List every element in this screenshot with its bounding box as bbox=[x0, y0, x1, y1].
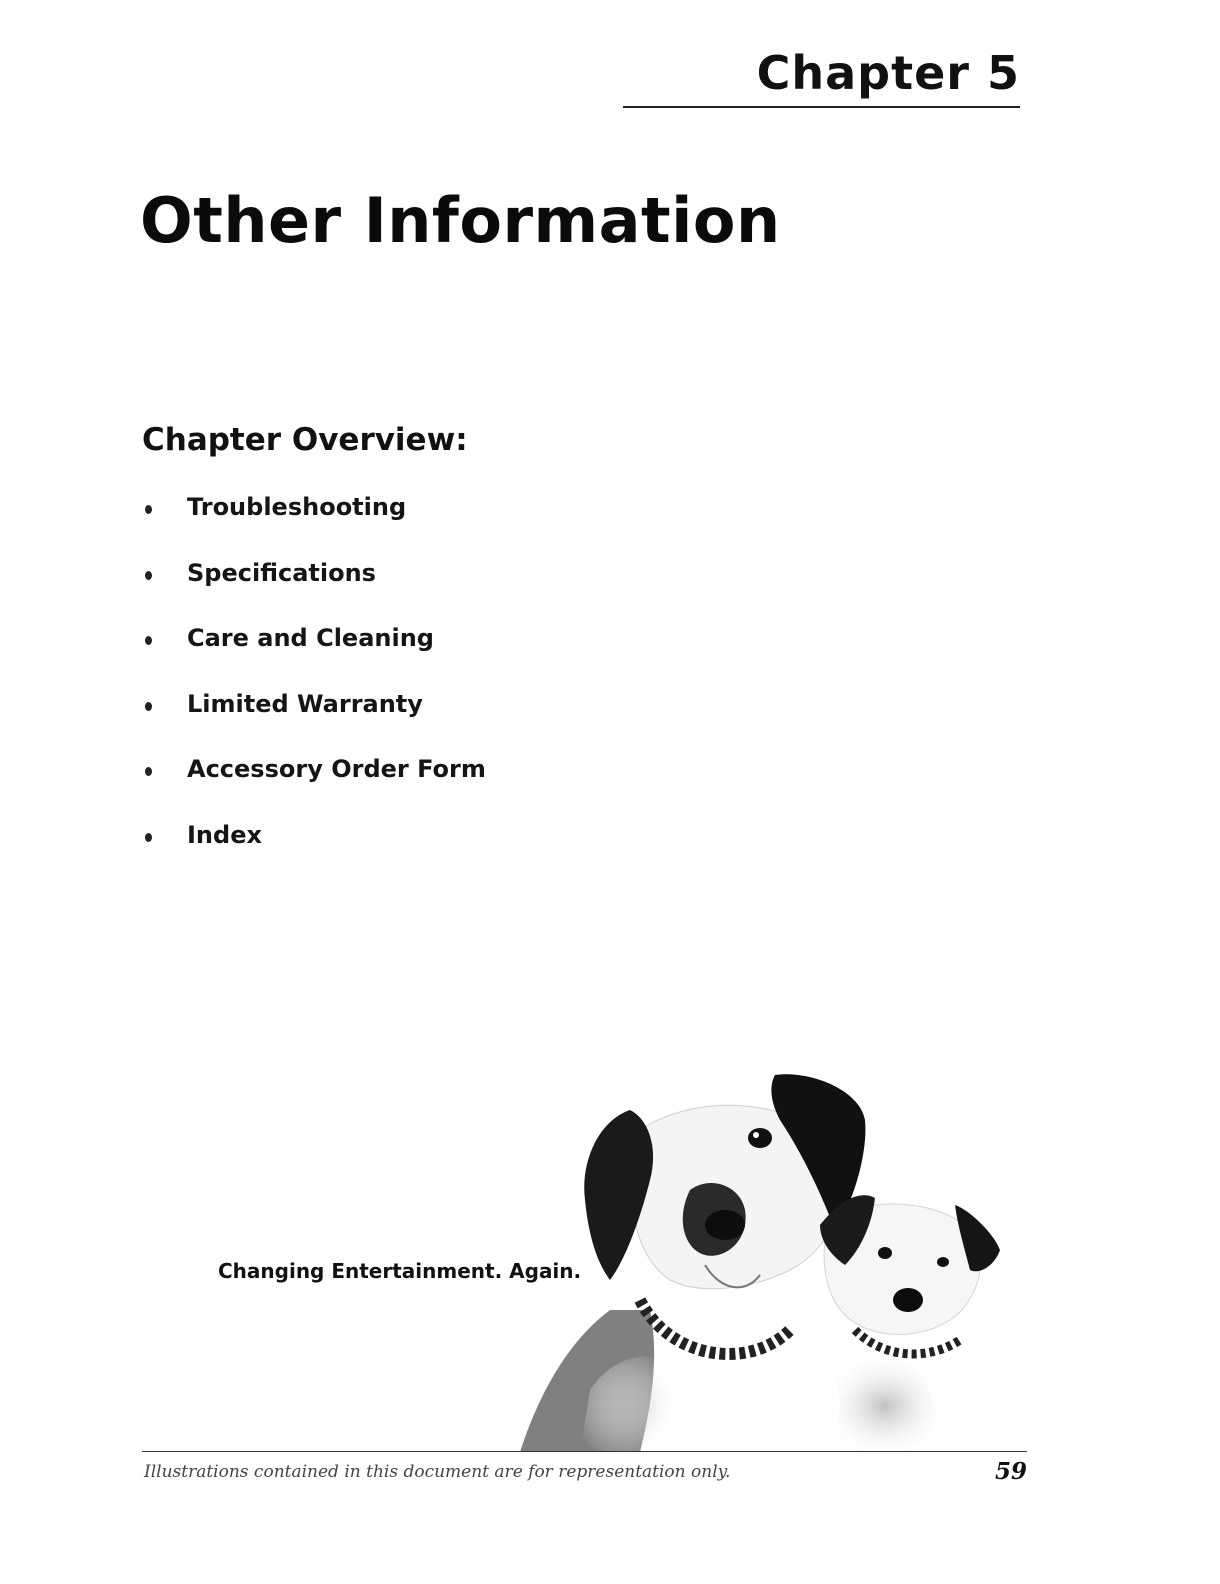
list-item-label: Care and Cleaning bbox=[187, 624, 434, 652]
list-item-label: Accessory Order Form bbox=[187, 755, 486, 783]
chapter-rule bbox=[623, 106, 1020, 108]
bullet-icon bbox=[145, 702, 152, 711]
list-item-label: Index bbox=[187, 820, 262, 849]
list-item-label: Troubleshooting bbox=[187, 493, 407, 521]
list-item-label: Limited Warranty bbox=[187, 689, 423, 718]
overview-heading: Chapter Overview: bbox=[142, 422, 468, 458]
bullet-icon bbox=[145, 833, 152, 842]
bullet-icon bbox=[145, 571, 152, 580]
page-title: Other Information bbox=[140, 184, 781, 257]
bullet-icon bbox=[145, 636, 152, 645]
list-item bbox=[142, 755, 486, 821]
bullet-icon bbox=[145, 767, 152, 776]
tagline: Changing Entertainment. Again. bbox=[218, 1259, 582, 1283]
footer-note: Illustrations contained in this document are for representation only. bbox=[144, 1462, 731, 1482]
dogs-illustration bbox=[500, 1060, 1020, 1452]
list-item bbox=[142, 559, 486, 625]
page-number: 59 bbox=[994, 1458, 1027, 1485]
list-item bbox=[142, 624, 486, 690]
list-item-label: Specifications bbox=[187, 558, 376, 587]
bullet-icon bbox=[145, 505, 152, 514]
chapter-label: Chapter 5 bbox=[756, 46, 1020, 100]
overview-list bbox=[142, 493, 486, 886]
list-item bbox=[142, 690, 486, 756]
list-item bbox=[142, 493, 486, 559]
list-item bbox=[142, 821, 486, 887]
footer-rule bbox=[142, 1451, 1027, 1452]
